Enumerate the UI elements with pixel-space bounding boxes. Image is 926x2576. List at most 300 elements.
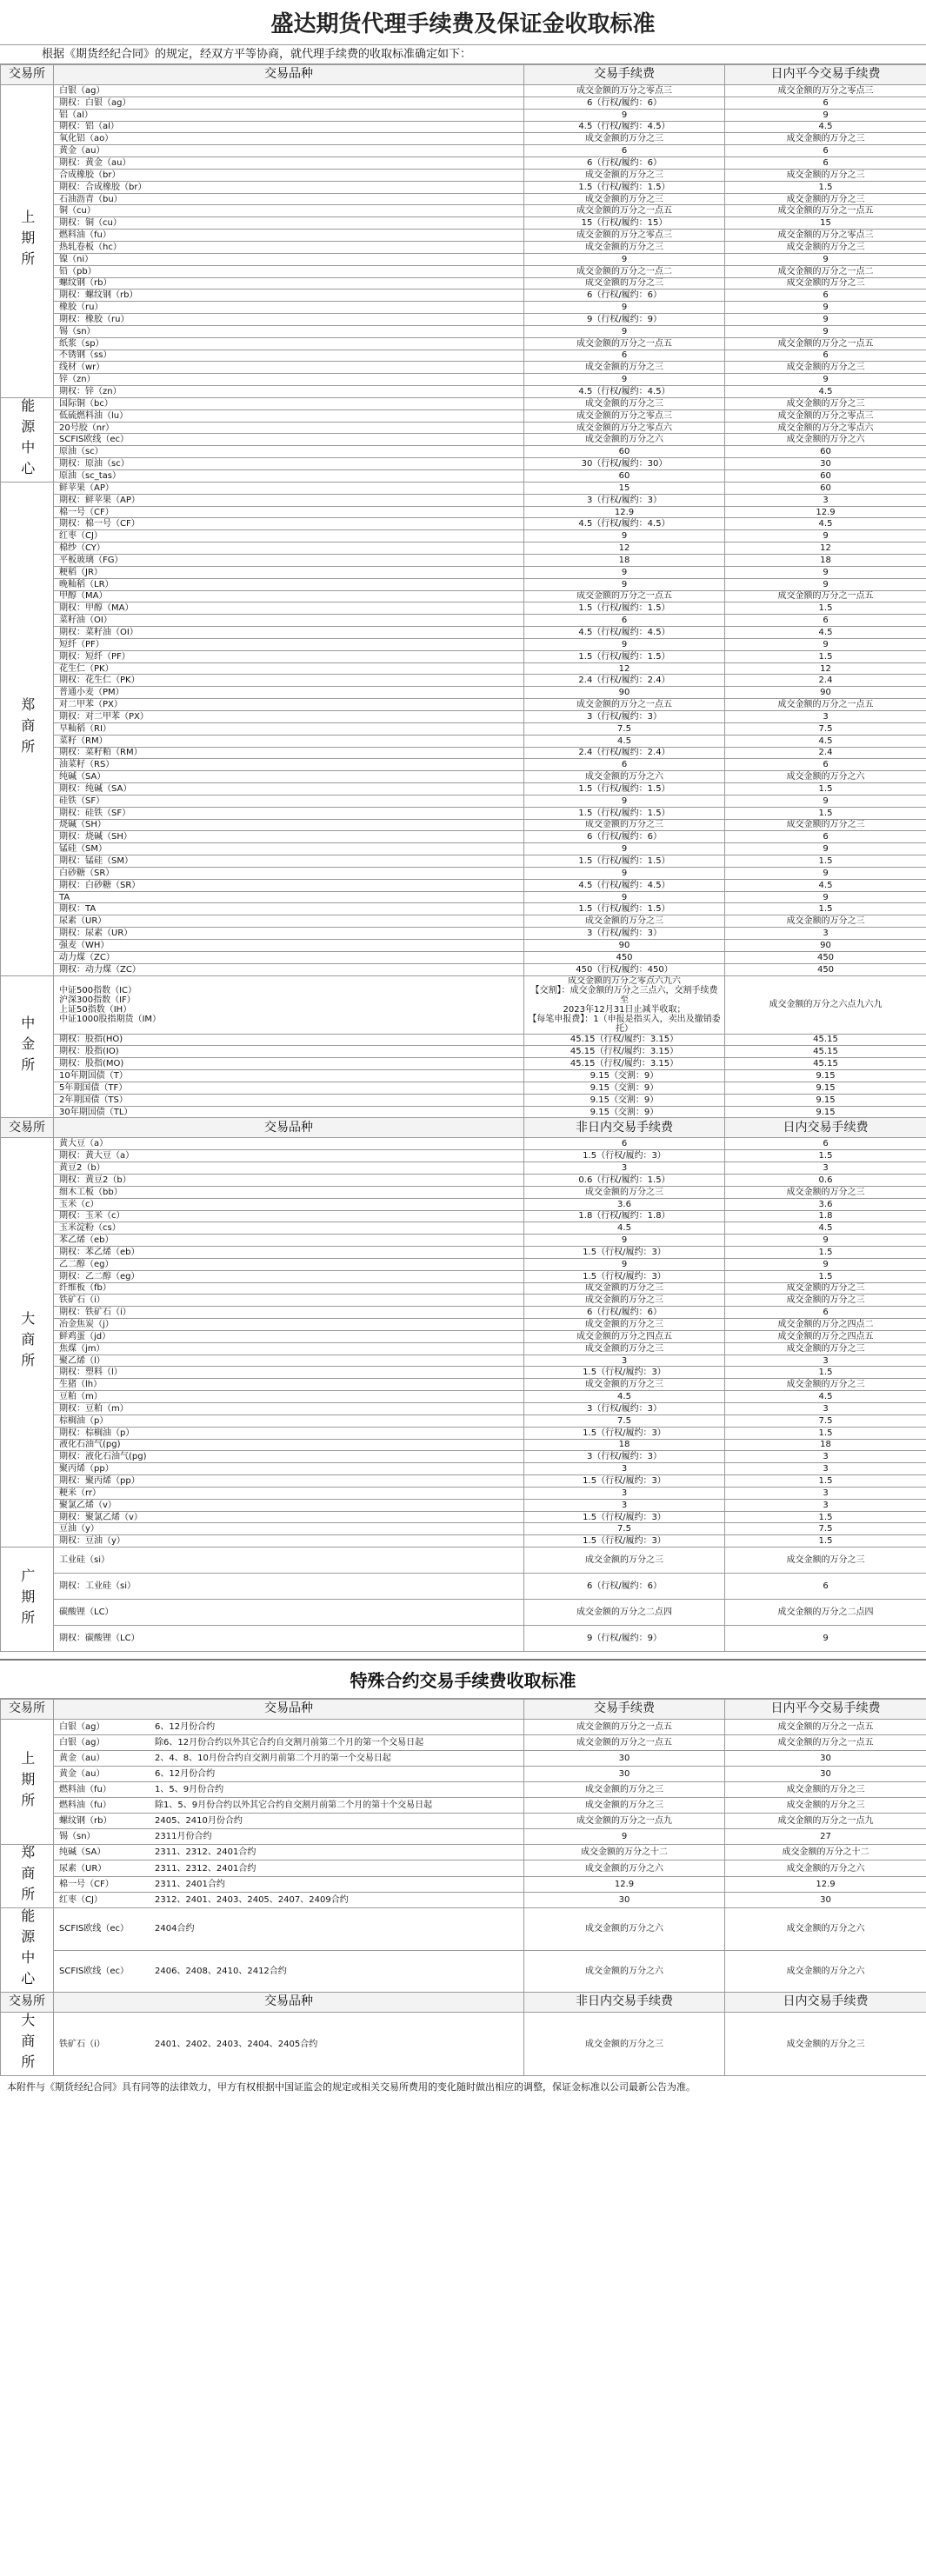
fee-cell: 成交金额的万分之三 (524, 241, 725, 253)
exchange-cell: 郑商所 (1, 482, 54, 975)
fee-cell: 1.5（行权/履约：3） (524, 1367, 725, 1379)
product-cell: 期权：菜籽粕（RM） (54, 747, 524, 759)
table-row (1, 1150, 926, 1162)
fee-cell: 15（行权/履约：15） (524, 217, 725, 230)
intraday-cell: 1.5 (725, 1367, 926, 1379)
header-exchange: 交易所 (1, 1993, 54, 2013)
fee-cell: 成交金额的万分之零点三 (524, 409, 725, 422)
fee-cell: 90 (524, 940, 725, 952)
product-cell: 聚乙烯（l） (54, 1355, 524, 1367)
table-row (1, 879, 926, 891)
product-cell: 期权：聚氯乙烯（v） (54, 1511, 524, 1523)
fee-cell: 成交金额的万分之三 (524, 1379, 725, 1391)
table-row (1, 1235, 926, 1247)
header-exchange: 交易所 (1, 1118, 54, 1138)
fee-cell: 1.5（行权/履约：3） (524, 1535, 725, 1548)
product-cell (54, 1876, 524, 1892)
table-row (1, 951, 926, 963)
fee-cell: 成交金额的万分之一点二 (524, 265, 725, 277)
intraday-cell: 9 (725, 302, 926, 314)
intraday-cell: 成交金额的万分之一点五 (725, 1735, 926, 1751)
intraday-cell: 9 (725, 1235, 926, 1247)
table-row (1, 1892, 926, 1907)
fee-cell: 30（行权/履约：30） (524, 458, 725, 470)
intraday-cell: 成交金额的万分之六点九六九 (725, 975, 926, 1034)
product-cell: 期权：股指(HO) (54, 1034, 524, 1046)
fee-cell: 7.5 (524, 1523, 725, 1535)
footer-note: 本附件与《期货经纪合同》具有同等的法律效力，甲方有权根据中国证监会的规定或相关交易所费用的变化随时做出相应的调整，保证金标准以公司最新公告为准。 (7, 2081, 696, 2093)
fee-cell: 3 (524, 1487, 725, 1499)
table-row (1, 181, 926, 193)
intraday-cell: 30 (725, 1892, 926, 1907)
table-row (1, 1247, 926, 1259)
product-cell: 期权：锌（zn） (54, 386, 524, 398)
contract-months: 2311、2401合约 (155, 1879, 225, 1889)
intraday-cell: 30 (725, 1751, 926, 1767)
table-row (1, 542, 926, 555)
table-row (1, 325, 926, 337)
table-row (1, 831, 926, 843)
intraday-cell: 成交金额的万分之零点三 (725, 230, 926, 242)
fee-cell: 成交金额的万分之四点五 (524, 1330, 725, 1342)
fee-cell: 成交金额的万分之零点三 (524, 230, 725, 242)
fee-cell: 9 (524, 578, 725, 590)
intraday-cell: 成交金额的万分之二点四 (725, 1600, 926, 1626)
fee-cell: 9 (524, 325, 725, 337)
table-row (1, 1475, 926, 1488)
fee-cell: 3（行权/履约：3） (524, 1403, 725, 1415)
product-cell: 白砂糖（SR） (54, 867, 524, 879)
fee-cell: 成交金额的万分之一点五 (524, 1735, 725, 1751)
fee-cell: 0.6（行权/履约：1.5） (524, 1174, 725, 1186)
fee-cell: 成交金额的万分之零点三 (524, 85, 725, 97)
intraday-cell: 成交金额的万分之三 (725, 1282, 926, 1295)
product-cell: 菜籽（RM） (54, 735, 524, 747)
product-cell: 期权：乙二醇（eg） (54, 1270, 524, 1282)
table-row (1, 687, 926, 699)
table-row (1, 855, 926, 868)
fee-cell: 6（行权/履约：6） (524, 1307, 725, 1319)
product-name: SCFIS欧线（ec） (59, 1966, 130, 1976)
table-row (1, 638, 926, 650)
fee-cell: 45.15（行权/履约：3.15） (524, 1046, 725, 1058)
fee-cell: 45.15（行权/履约：3.15） (524, 1034, 725, 1046)
intraday-cell: 成交金额的万分之三 (725, 362, 926, 374)
product-cell: 期权：菜籽油（OI） (54, 627, 524, 639)
intraday-cell: 6 (725, 759, 926, 771)
table-row (1, 1282, 926, 1295)
fee-cell: 9（行权/履约：9） (524, 314, 725, 326)
product-cell: 细木工板（bb） (54, 1186, 524, 1198)
intraday-cell: 1.5 (725, 650, 926, 662)
table-row (1, 1511, 926, 1523)
intraday-cell: 60 (725, 446, 926, 458)
fee-cell: 9 (524, 109, 725, 121)
product-cell: 棉纱（CY） (54, 542, 524, 555)
intraday-cell: 12 (725, 542, 926, 555)
fee-cell: 3 (524, 1355, 725, 1367)
table-row (1, 85, 926, 97)
intraday-cell: 60 (725, 470, 926, 483)
fee-cell: 6（行权/履约：6） (524, 1574, 725, 1600)
fee-cell: 成交金额的万分之二点四 (524, 1600, 725, 1626)
table-row (1, 915, 926, 928)
intraday-cell: 1.5 (725, 181, 926, 193)
fee-cell: 成交金额的万分之三 (524, 1782, 725, 1798)
table-row (1, 1860, 926, 1876)
intraday-cell: 4.5 (725, 1391, 926, 1403)
intraday-cell: 9.15 (725, 1070, 926, 1082)
fee-cell: 12.9 (524, 1876, 725, 1892)
table-row (1, 1307, 926, 1319)
product-cell: 石油沥青（bu） (54, 193, 524, 205)
contract-months: 2311月份合约 (155, 1832, 212, 1842)
intraday-cell: 30 (725, 1767, 926, 1782)
table-row (1, 566, 926, 578)
header-intraday: 日内平今交易手续费 (725, 1700, 926, 1720)
intraday-cell: 成交金额的万分之六 (725, 434, 926, 446)
table-row (1, 1463, 926, 1475)
table-row (1, 759, 926, 771)
header-intraday: 日内平今交易手续费 (725, 65, 926, 85)
product-cell: 对二甲苯（PX） (54, 699, 524, 711)
intraday-cell: 1.5 (725, 1535, 926, 1548)
fee-cell: 9 (524, 530, 725, 542)
intraday-cell: 1.5 (725, 855, 926, 868)
contract-months: 6、12月份合约 (155, 1722, 216, 1733)
intraday-cell: 18 (725, 555, 926, 567)
product-cell (54, 1735, 524, 1751)
contract-months: 2311、2312、2401合约 (155, 1863, 256, 1874)
intraday-cell: 3 (725, 928, 926, 940)
intraday-cell: 18 (725, 1439, 926, 1451)
intraday-cell: 成交金额的万分之三 (725, 1295, 926, 1307)
fee-cell: 4.5（行权/履约：4.5） (524, 879, 725, 891)
intraday-cell: 成交金额的万分之三 (725, 1798, 926, 1814)
fee-cell: 6（行权/履约：6） (524, 97, 725, 109)
table-row (1, 349, 926, 362)
fee-cell: 成交金额的万分之六 (524, 771, 725, 783)
table-row (1, 470, 926, 483)
product-cell: 期权：碳酸锂（LC） (54, 1626, 524, 1652)
intraday-cell: 4.5 (725, 518, 926, 530)
table-row (1, 1535, 926, 1548)
product-cell: 棉一号（CF） (54, 506, 524, 518)
intraday-cell: 7.5 (725, 1414, 926, 1427)
product-cell: 菜籽油（OI） (54, 615, 524, 627)
product-cell: 烧碱（SH） (54, 819, 524, 831)
table-row (1, 1034, 926, 1046)
product-cell: 期权：工业硅（si） (54, 1574, 524, 1600)
header-row (1, 1118, 926, 1138)
fee-cell: 成交金额的万分之三 (524, 819, 725, 831)
intraday-cell: 90 (725, 940, 926, 952)
product-cell: 期权：铜（cu） (54, 217, 524, 230)
product-cell: 5年期国债（TF） (54, 1082, 524, 1094)
intraday-cell: 3 (725, 1355, 926, 1367)
product-cell: 甲醇（MA） (54, 590, 524, 602)
table-row (1, 650, 926, 662)
intro-text: 根据《期货经纪合同》的规定，经双方平等协商，就代理手续费的收取标准确定如下： (0, 45, 926, 64)
fee-cell: 9 (524, 843, 725, 855)
fee-cell: 成交金额的万分之三 (524, 1282, 725, 1295)
product-cell: 橡胶（ru） (54, 302, 524, 314)
table-row (1, 940, 926, 952)
product-cell: 30年期国债（TL） (54, 1106, 524, 1118)
product-cell: 硅铁（SF） (54, 795, 524, 807)
product-cell: 期权：花生仁（PK） (54, 675, 524, 687)
intraday-cell: 1.5 (725, 1475, 926, 1488)
product-cell (54, 1950, 524, 1993)
contract-months: 1、5、9月份合约 (155, 1785, 224, 1795)
product-name: 螺纹钢（rb） (59, 1816, 112, 1827)
intraday-cell: 成交金额的万分之四点二 (725, 1319, 926, 1331)
product-cell: 动力煤（ZC） (54, 951, 524, 963)
product-cell: 期权：股指(IO) (54, 1046, 524, 1058)
intraday-cell: 成交金额的万分之三 (725, 1342, 926, 1355)
product-cell: 期权：合成橡胶（br） (54, 181, 524, 193)
fee-cell: 6 (524, 759, 725, 771)
intraday-cell: 成交金额的万分之三 (725, 819, 926, 831)
table-row (1, 2013, 926, 2076)
table-row (1, 1391, 926, 1403)
header-fee: 交易手续费 (524, 65, 725, 85)
product-cell: 期权：TA (54, 903, 524, 915)
product-cell: 晚籼稻（LR） (54, 578, 524, 590)
product-cell: 工业硅（si） (54, 1548, 524, 1574)
contract-months: 除1、5、9月份合约以外其它合约自交割月前第二个月的第十个交易日起 (155, 1801, 433, 1811)
table-row (1, 386, 926, 398)
header-product: 交易品种 (54, 1118, 524, 1138)
intraday-cell: 成交金额的万分之六 (725, 1908, 926, 1951)
product-cell: 早籼稻（RI） (54, 722, 524, 735)
table-row (1, 795, 926, 807)
table-row (1, 1548, 926, 1574)
fee-cell: 9.15（交割：9） (524, 1070, 725, 1082)
product-cell: 纤维板（fb） (54, 1282, 524, 1295)
product-name: 黄金（au） (59, 1754, 105, 1764)
table-row (1, 1342, 926, 1355)
fee-cell: 450 (524, 951, 725, 963)
product-cell: 铁矿石（i） (54, 1295, 524, 1307)
product-cell (54, 1720, 524, 1735)
intraday-cell: 成交金额的万分之三 (725, 1782, 926, 1798)
intraday-cell: 成交金额的万分之一点九 (725, 1814, 926, 1829)
product-cell: 锡（sn） (54, 325, 524, 337)
contract-months: 2312、2401、2403、2405、2407、2409合约 (155, 1895, 349, 1905)
intraday-cell: 2.4 (725, 747, 926, 759)
intraday-cell: 3 (725, 710, 926, 722)
product-cell: 期权：纯碱（SA） (54, 783, 524, 795)
product-cell: 期权：黄金（au） (54, 157, 524, 170)
fee-cell: 1.5（行权/履约：3） (524, 1427, 725, 1439)
product-cell: 10年期国债（T） (54, 1070, 524, 1082)
table-row (1, 1403, 926, 1415)
table-row (1, 494, 926, 506)
contract-months: 除6、12月份合约以外其它合约自交割月前第二个月的第一个交易日起 (155, 1738, 424, 1748)
intraday-cell: 1.5 (725, 783, 926, 795)
table-row (1, 314, 926, 326)
product-cell: 冶金焦炭（j） (54, 1319, 524, 1331)
fee-cell: 3（行权/履约：3） (524, 710, 725, 722)
intraday-cell: 9.15 (725, 1106, 926, 1118)
table-row (1, 1295, 926, 1307)
header-fee: 非日内交易手续费 (524, 1993, 725, 2013)
contract-months: 2311、2312、2401合约 (155, 1847, 256, 1858)
fee-cell: 成交金额的万分之一点五 (524, 699, 725, 711)
table-row (1, 771, 926, 783)
fee-cell: 9 (524, 566, 725, 578)
product-name: 棉一号（CF） (59, 1879, 114, 1889)
header-intraday: 日内交易手续费 (725, 1993, 926, 2013)
intraday-cell: 6 (725, 97, 926, 109)
table-row (1, 903, 926, 915)
table-row (1, 1600, 926, 1626)
intraday-cell: 成交金额的万分之零点三 (725, 85, 926, 97)
table-row (1, 710, 926, 722)
intraday-cell: 9 (725, 1258, 926, 1270)
fee-cell: 3 (524, 1463, 725, 1475)
intraday-cell: 9 (725, 314, 926, 326)
fee-cell: 90 (524, 687, 725, 699)
product-cell: 低硫燃料油（lu） (54, 409, 524, 422)
product-cell: 期权：苯乙烯（eb） (54, 1247, 524, 1259)
fee-line: 成交金额的万分之零点六九六 (568, 975, 681, 986)
table-row (1, 1106, 926, 1118)
product-cell (54, 1814, 524, 1829)
intraday-cell: 4.5 (725, 1222, 926, 1235)
product-cell (54, 1845, 524, 1860)
product-cell: 黄金（au） (54, 145, 524, 157)
header-intraday: 日内交易手续费 (725, 1118, 926, 1138)
intraday-cell: 成交金额的万分之六 (725, 1950, 926, 1993)
fee-cell: 18 (524, 1439, 725, 1451)
product-cell: 纸浆（sp） (54, 337, 524, 349)
fee-cell: 成交金额的万分之三 (524, 1548, 725, 1574)
fee-cell: 9.15（交割：9） (524, 1094, 725, 1106)
fee-cell: 6（行权/履约：6） (524, 290, 725, 302)
fee-cell: 1.8（行权/履约：1.8） (524, 1210, 725, 1222)
fee-line: 【每笔申报费】：1（申报是指买入，卖出及撤销委托） (528, 1014, 721, 1034)
table-row (1, 627, 926, 639)
product-cell: 期权：聚丙烯（pp） (54, 1475, 524, 1488)
product-cell: 期权：对二甲苯（PX） (54, 710, 524, 722)
intraday-cell: 成交金额的万分之一点五 (725, 337, 926, 349)
intraday-cell: 成交金额的万分之一点五 (725, 1720, 926, 1735)
product-cell: 2年期国债（TS） (54, 1094, 524, 1106)
table-row (1, 1222, 926, 1235)
product-cell: 普通小麦（PM） (54, 687, 524, 699)
table-row (1, 337, 926, 349)
fee-cell: 60 (524, 470, 725, 483)
table-row (1, 1367, 926, 1379)
intraday-cell: 6 (725, 349, 926, 362)
table-row (1, 1270, 926, 1282)
fee-cell: 4.5（行权/履约：4.5） (524, 518, 725, 530)
table-row (1, 1414, 926, 1427)
fee-cell: 450（行权/履约：450） (524, 963, 725, 975)
intraday-cell: 12.9 (725, 1876, 926, 1892)
intraday-cell: 1.8 (725, 1210, 926, 1222)
product-cell (54, 1798, 524, 1814)
intraday-cell: 9 (725, 638, 926, 650)
intraday-cell: 9.15 (725, 1094, 926, 1106)
product-name: 白银（ag） (59, 1722, 105, 1733)
fee-cell: 3（行权/履约：3） (524, 1451, 725, 1463)
intraday-cell: 成交金额的万分之零点六 (725, 422, 926, 434)
fee-cell: 成交金额的万分之一点九 (524, 1814, 725, 1829)
fee-line: 【交割】：成交金额的万分之三点六，交割手续费至 (530, 985, 718, 1005)
fee-cell: 6 (524, 145, 725, 157)
intraday-cell: 成交金额的万分之三 (725, 277, 926, 290)
table-row (1, 1487, 926, 1499)
product-cell: 油菜籽（RS） (54, 759, 524, 771)
product-cell: 原油（sc） (54, 446, 524, 458)
fee-cell: 6（行权/履约：6） (524, 831, 725, 843)
intraday-cell: 6 (725, 157, 926, 170)
product-cell: 聚氯乙烯（v） (54, 1499, 524, 1511)
table-row (1, 374, 926, 386)
exchange-cell: 中金所 (1, 975, 54, 1118)
table-row (1, 1162, 926, 1175)
product-cell: 锰硅（SM） (54, 843, 524, 855)
fee-cell: 2.4（行权/履约：2.4） (524, 675, 725, 687)
intraday-cell: 1.5 (725, 1270, 926, 1282)
product-cell: 豆油（y） (54, 1523, 524, 1535)
intraday-cell: 6 (725, 1307, 926, 1319)
table-row (1, 1845, 926, 1860)
table-row (1, 867, 926, 879)
intraday-cell: 9 (725, 891, 926, 903)
product-cell: 期权：玉米（c） (54, 1210, 524, 1222)
table-row (1, 1751, 926, 1767)
table-row (1, 1379, 926, 1391)
product-cell: 期权：铁矿石（i） (54, 1307, 524, 1319)
product-cell: 国际铜（bc） (54, 397, 524, 409)
product-cell (54, 1892, 524, 1907)
product-cell: 合成橡胶（br） (54, 169, 524, 181)
intraday-cell: 成交金额的万分之三 (725, 397, 926, 409)
table-row (1, 819, 926, 831)
table-row (1, 747, 926, 759)
exchange-cell: 上期所 (1, 85, 54, 398)
fee-cell: 3（行权/履约：3） (524, 928, 725, 940)
table-row (1, 1258, 926, 1270)
table-row (1, 169, 926, 181)
intraday-cell: 4.5 (725, 735, 926, 747)
fee-cell: 60 (524, 446, 725, 458)
table-row (1, 1626, 926, 1652)
fee-cell: 9 (524, 374, 725, 386)
table-row (1, 1082, 926, 1094)
intraday-cell: 3 (725, 1162, 926, 1175)
product-name: 纯碱（SA） (59, 1847, 106, 1858)
table-row (1, 205, 926, 217)
intraday-cell: 3 (725, 1487, 926, 1499)
product-cell: 苯乙烯（eb） (54, 1235, 524, 1247)
product-cell (54, 1751, 524, 1767)
product-cell: 锌（zn） (54, 374, 524, 386)
table-row (1, 397, 926, 409)
product-cell: 鲜苹果（AP） (54, 482, 524, 494)
product-name: 燃料油（fu） (59, 1785, 111, 1795)
fee-cell: 12 (524, 662, 725, 675)
product-cell: 铜（cu） (54, 205, 524, 217)
fee-cell: 成交金额的万分之六 (524, 1908, 725, 1951)
table-row (1, 253, 926, 265)
fee-cell: 12 (524, 542, 725, 555)
fee-cell: 成交金额的万分之六 (524, 434, 725, 446)
